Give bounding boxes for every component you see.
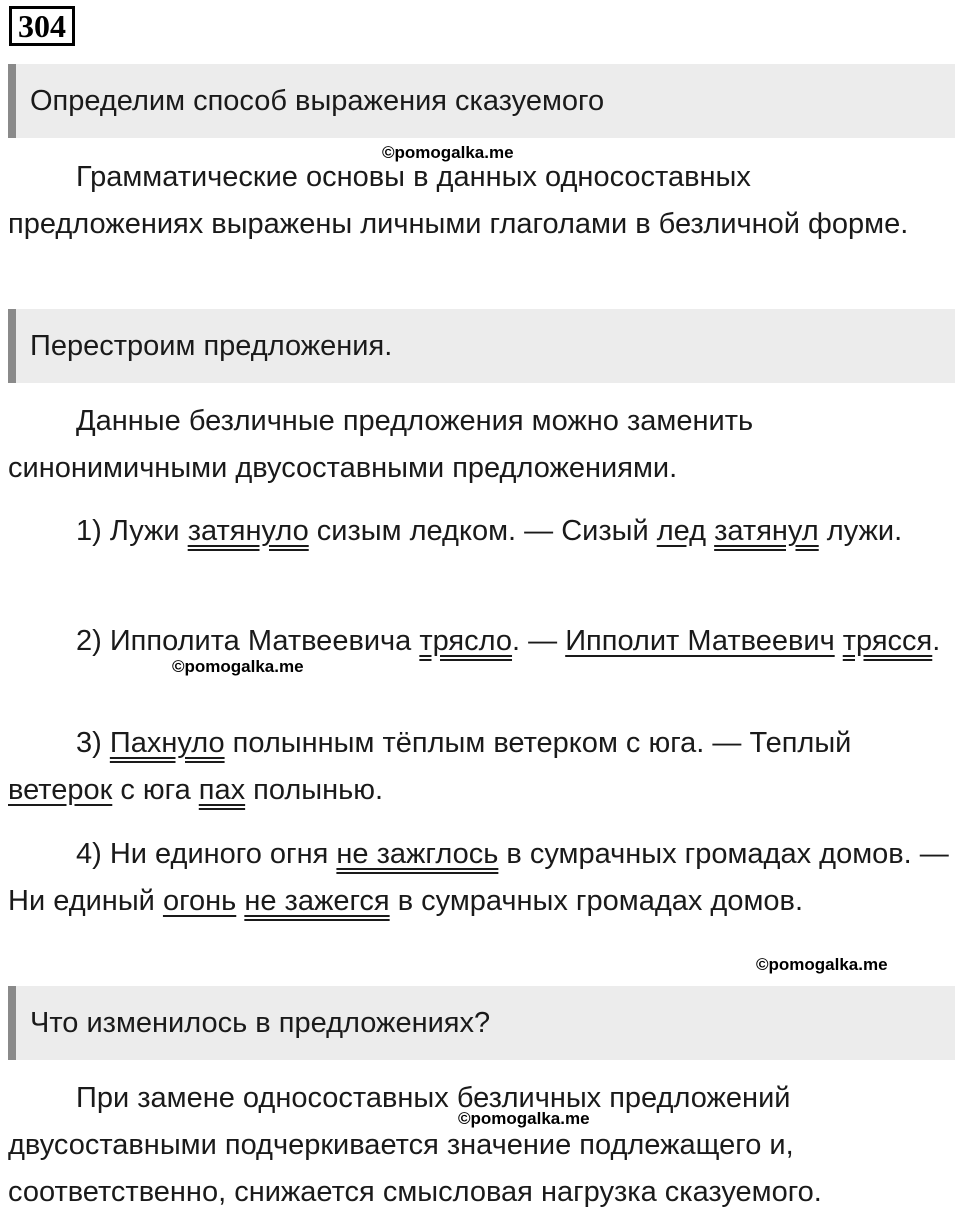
section-header-changes: Что изменилось в предложениях? xyxy=(8,986,955,1060)
watermark: ©pomogalka.me xyxy=(756,955,888,974)
subject: огонь xyxy=(162,885,237,917)
predicate: не зажегся xyxy=(244,885,390,917)
predicate: трясся xyxy=(842,625,933,657)
example-1: 1) Лужи затянуло сизым ледком. — Сизый лед затянул лужи. xyxy=(76,515,903,547)
predicate: затянул xyxy=(714,515,819,547)
predicate: затянуло xyxy=(187,515,309,547)
predicate: пах xyxy=(198,774,246,806)
paragraph-grammatical-basis: Грамматические основы в данных односоставных предложениях выражены личными глаголами в безличной форме. xyxy=(8,161,909,240)
paragraph-conclusion: При замене односоставных безличных предложений двусоставными подчеркивается значение подлежащего и, соответственно, снижается смысловая нагрузка сказуемого. xyxy=(8,1082,822,1208)
predicate: трясло xyxy=(419,625,513,657)
predicate: не зажглось xyxy=(336,838,499,870)
task-number: 304 xyxy=(9,6,75,46)
subject: ветерок xyxy=(8,774,113,806)
watermark: ©pomogalka.me xyxy=(172,657,304,676)
subject: лед xyxy=(656,515,707,547)
example-3: 3) Пахнуло полынным тёплым ветерком с юга. — Теплый ветерок с юга пах полынью. xyxy=(8,727,852,806)
example-2: 2) Ипполита Матвеевича трясло. — Ипполит Матвеевич трясся. xyxy=(76,625,941,657)
section-header-rebuild: Перестроим предложения. xyxy=(8,309,955,383)
watermark: ©pomogalka.me xyxy=(382,143,514,162)
subject: Ипполит Матвеевич xyxy=(565,625,835,657)
example-4: 4) Ни единого огня не зажглось в сумрачных громадах домов. — Ни единый огонь не зажегся в сумрачных громадах домов. xyxy=(8,838,949,917)
watermark: ©pomogalka.me xyxy=(458,1109,590,1128)
section-header-predicate: Определим способ выражения сказуемого xyxy=(8,64,955,138)
predicate: Пахнуло xyxy=(109,727,225,759)
paragraph-impersonal: Данные безличные предложения можно заменить синонимичными двусоставными предложениями. xyxy=(8,405,754,484)
